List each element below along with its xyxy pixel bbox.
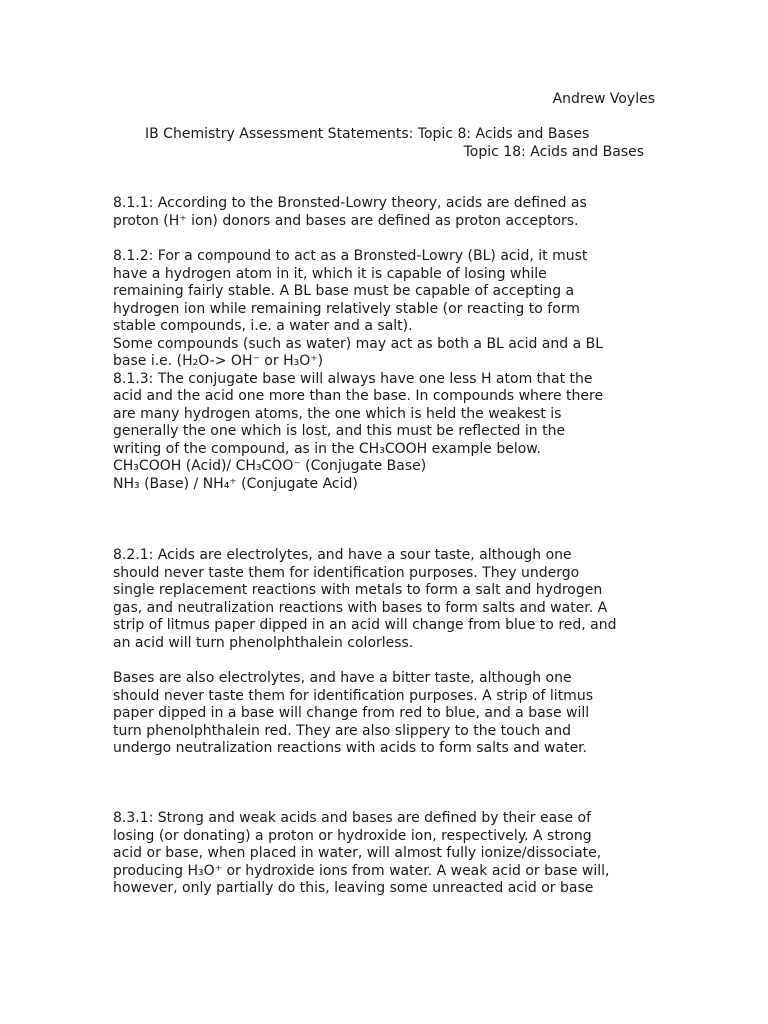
author-name: Andrew Voyles xyxy=(552,91,655,107)
section-8-3-1: 8.3.1: Strong and weak acids and bases are defined by their ease of losing (or donating) a proton or hydroxide ion, respectively. A strong acid or base, when placed in water, will almost fully ionize/dissociate, producing H₃O⁺ or hydroxide ions from water. A weak acid or base will, however, only partially do this, leaving some unreacted acid or base xyxy=(113,810,610,896)
section-8-2-1: 8.2.1: Acids are electrolytes, and have a sour taste, although one should never taste them for identification purposes. They undergo single replacement reactions with metals to form a salt and hydrogen gas, and neutralization reactions with bases to form salts and water. A strip of litmus paper dipped in an acid will change from blue to red, and an acid will turn phenolphthalein colorless. xyxy=(113,547,617,651)
section-8-1-2: 8.1.2: For a compound to act as a Bronsted-Lowry (BL) acid, it must have a hydrogen atom in it, which it is capable of losing while remaining fairly stable. A BL base must be capable of accepting a hydrogen ion while remaining relatively stable (or reacting to form stable compounds, i.e. a water and a salt). Some compounds (such as water) may act as both a BL acid and a BL base i.e. (H₂O-> OH⁻ or H₃O⁺) 8.1.3: The conjugate base will always have one less H atom that the acid and the acid one more than the base. In compounds where there are many hydrogen atoms, the one which is held the weakest is generally the one which is lost, and this must be reflected in the writing of the compound, as in the CH₃COOH example below. CH₃COOH (Acid)/ CH₃COO⁻ (Conjugate Base) NH₃ (Base) / NH₄⁺ (Conjugate Acid) xyxy=(113,248,604,492)
document-subtitle: Topic 18: Acids and Bases xyxy=(463,144,644,160)
document-title: IB Chemistry Assessment Statements: Topic 8: Acids and Bases xyxy=(145,126,590,142)
section-8-1-1: 8.1.1: According to the Bronsted-Lowry theory, acids are defined as proton (H⁺ ion) donors and bases are defined as proton acceptors. xyxy=(113,195,587,229)
section-bases-properties: Bases are also electrolytes, and have a bitter taste, although one should never taste them for identification purposes. A strip of litmus paper dipped in a base will change from red to blue, and a base will turn phenolphthalein red. They are also slippery to the touch and undergo neutralization reactions with acids to form salts and water. xyxy=(113,670,593,756)
